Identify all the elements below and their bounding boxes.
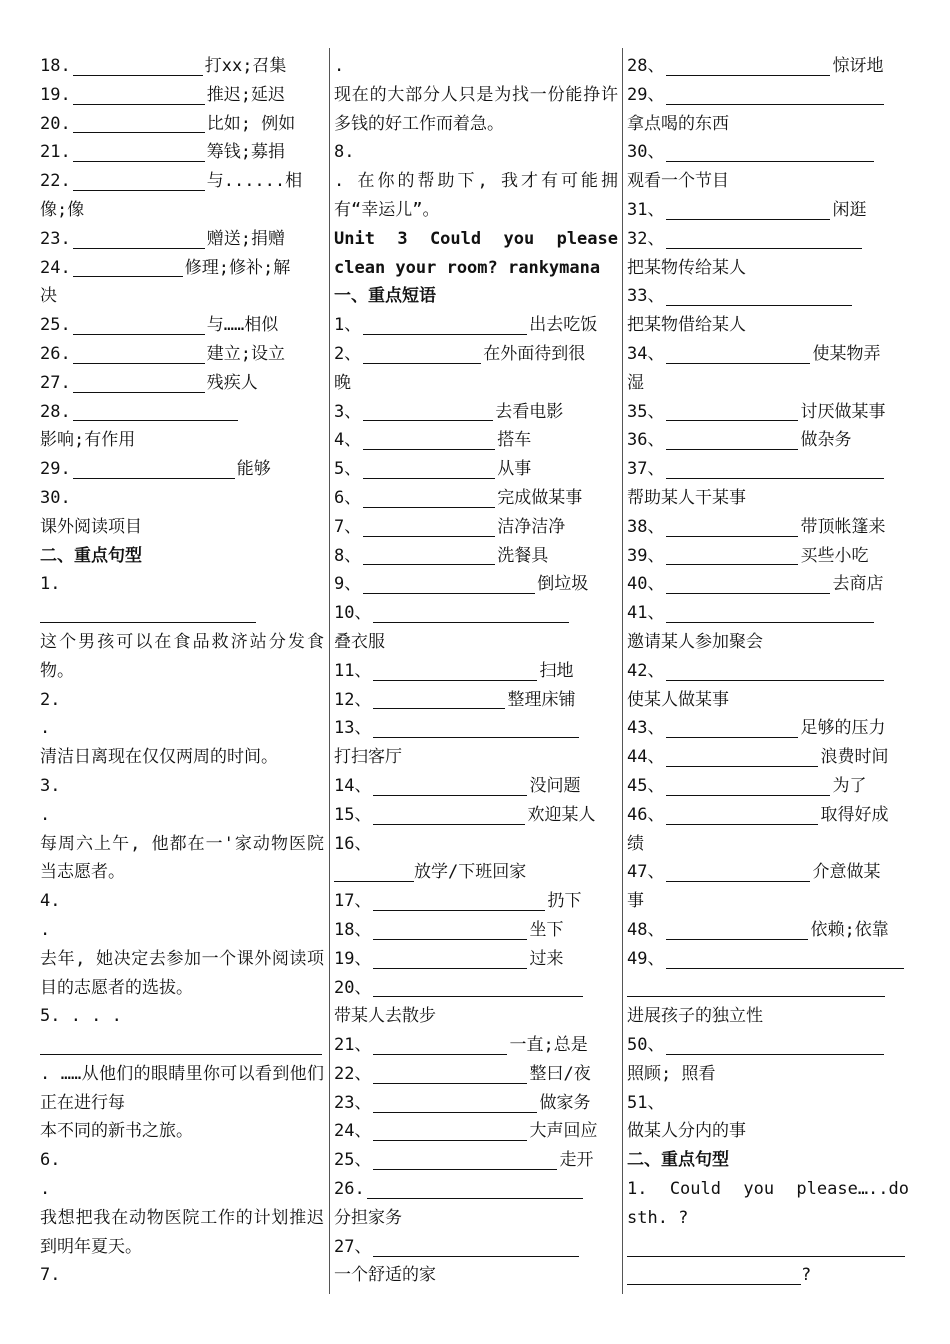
answer-blank[interactable] bbox=[373, 1094, 537, 1113]
phrase-item-4: 4、 搭车 bbox=[334, 430, 532, 451]
sentence-pattern-1: 1. Could you please…..do sth. ? bbox=[627, 1179, 909, 1228]
phrase-item-41-cont: 邀请某人参加聚会 bbox=[627, 631, 763, 652]
answer-blank[interactable] bbox=[73, 402, 238, 421]
phrase-item-2-cont: 晚 bbox=[334, 372, 351, 393]
phrase-item-51-cont: 做某人分内的事 bbox=[627, 1121, 746, 1142]
answer-blank[interactable] bbox=[73, 172, 205, 191]
phrase-item-9: 9、 倒垃圾 bbox=[334, 574, 589, 595]
vocab-item-20: 20. 比如; 例如 bbox=[40, 113, 296, 134]
answer-blank[interactable] bbox=[363, 575, 535, 594]
phrase-item-47-cont: 事 bbox=[627, 891, 644, 912]
phrase-item-50-cont: 照顾; 照看 bbox=[627, 1063, 716, 1084]
answer-blank[interactable] bbox=[363, 546, 495, 565]
answer-blank[interactable] bbox=[367, 1180, 583, 1199]
intro-dot: . bbox=[334, 56, 345, 76]
sentence-5-blank[interactable] bbox=[40, 1031, 324, 1060]
sentence-pattern-1-blank[interactable] bbox=[627, 1233, 909, 1262]
phrase-item-49-cont: 进展孩子的独立性 bbox=[627, 1006, 763, 1027]
phrase-item-20: 20、 bbox=[334, 974, 618, 1003]
phrase-item-21: 21、 一直;总是 bbox=[334, 1035, 588, 1056]
answer-blank[interactable] bbox=[363, 345, 481, 364]
phrase-item-26-cont: 分担家务 bbox=[334, 1207, 402, 1228]
phrase-item-50: 50、 bbox=[627, 1031, 909, 1060]
sentence-2-text: 清洁日离现在仅仅两周的时间。 bbox=[40, 747, 278, 768]
answer-blank[interactable] bbox=[334, 863, 414, 882]
phrase-item-41: 41、 bbox=[627, 599, 909, 628]
phrase-item-19: 19、 过来 bbox=[334, 948, 564, 969]
answer-blank[interactable] bbox=[666, 777, 830, 796]
sentence-3-number: 3. bbox=[40, 775, 61, 796]
sentence-4-dot: . bbox=[40, 919, 51, 940]
phrase-item-48: 48、 依赖;依靠 bbox=[627, 919, 889, 940]
answer-blank[interactable] bbox=[363, 316, 527, 335]
answer-blank[interactable] bbox=[363, 518, 495, 537]
phrase-item-17: 17、 扔下 bbox=[334, 891, 582, 912]
phrase-item-42: 42、 bbox=[627, 657, 909, 686]
phrase-item-22: 22、 整曰/夜 bbox=[334, 1063, 591, 1084]
answer-blank[interactable] bbox=[666, 575, 830, 594]
sentence-6-text: 我想把我在动物医院工作的计划推迟到明年夏天。 bbox=[40, 1207, 324, 1257]
phrase-item-25: 25、 走开 bbox=[334, 1150, 594, 1171]
answer-blank[interactable] bbox=[73, 86, 205, 105]
answer-blank[interactable] bbox=[666, 230, 862, 249]
sentence-7-number: 7. bbox=[40, 1265, 61, 1286]
phrase-item-33: 33、 bbox=[627, 282, 909, 311]
sentence-3-text: 每周六上午, 他都在一'家动物医院当志愿者。 bbox=[40, 833, 324, 883]
vocab-item-30: 30. bbox=[40, 487, 71, 508]
answer-blank[interactable] bbox=[373, 1065, 527, 1084]
answer-blank[interactable] bbox=[73, 345, 205, 364]
answer-blank[interactable] bbox=[666, 662, 884, 681]
answer-blank[interactable] bbox=[73, 374, 205, 393]
phrase-item-30-cont: 观看一个节目 bbox=[627, 171, 729, 192]
answer-blank[interactable] bbox=[373, 921, 527, 940]
answer-blank[interactable] bbox=[363, 431, 495, 450]
phrase-item-10-cont: 叠衣服 bbox=[334, 631, 385, 652]
phrase-item-10: 10、 bbox=[334, 599, 618, 628]
sentence-6-dot: . bbox=[40, 1179, 51, 1200]
vocab-item-18: 18. 打xx;召集 bbox=[40, 56, 287, 76]
vocab-item-24: 24. 修理;修补;解 bbox=[40, 257, 291, 278]
answer-blank[interactable] bbox=[666, 431, 798, 450]
phrase-item-20-cont: 带某人去散步 bbox=[334, 1006, 436, 1027]
phrase-item-32-cont: 把某物传给某人 bbox=[627, 257, 746, 278]
answer-blank[interactable] bbox=[666, 546, 798, 565]
phrase-item-45: 45、 为了 bbox=[627, 775, 867, 796]
vocab-item-22-cont: 像;像 bbox=[40, 199, 85, 220]
phrase-item-32: 32、 bbox=[627, 225, 909, 254]
phrase-item-37-cont: 帮助某人干某事 bbox=[627, 487, 746, 508]
answer-blank[interactable] bbox=[666, 345, 810, 364]
phrase-item-15: 15、 欢迎某人 bbox=[334, 804, 596, 825]
answer-blank[interactable] bbox=[666, 518, 798, 537]
answer-blank[interactable] bbox=[73, 57, 203, 76]
sentence-5-number: 5. . . . bbox=[40, 1006, 122, 1027]
sentence-1-blank[interactable] bbox=[40, 599, 324, 628]
sentence-4-text: 去年, 她决定去参加一个课外阅读项目的志愿者的选拔。 bbox=[40, 948, 324, 998]
phrase-item-12: 12、 整理床铺 bbox=[334, 689, 576, 710]
answer-blank[interactable] bbox=[666, 748, 818, 767]
phrase-item-37: 37、 bbox=[627, 455, 909, 484]
phrase-item-27-cont: 一个舒适的家 bbox=[334, 1265, 436, 1286]
phrase-item-13-cont: 打扫客厅 bbox=[334, 747, 402, 768]
vocab-item-26: 26. 建立;设立 bbox=[40, 343, 285, 364]
sentence-1-number: 1. bbox=[40, 574, 61, 595]
answer-blank[interactable] bbox=[363, 489, 495, 508]
answer-blank[interactable] bbox=[373, 978, 583, 997]
answer-blank[interactable] bbox=[73, 316, 205, 335]
phrase-item-23: 23、 做家务 bbox=[334, 1092, 591, 1113]
answer-blank[interactable] bbox=[666, 143, 874, 162]
answer-blank[interactable] bbox=[73, 143, 205, 162]
phrase-item-51: 51、 bbox=[627, 1092, 665, 1113]
answer-blank[interactable] bbox=[73, 258, 183, 277]
unit-title: Unit 3 Could you please clean your room? rankymana bbox=[334, 228, 618, 278]
section-heading-phrases: 一、重点短语 bbox=[334, 286, 436, 307]
phrase-item-39: 39、 买些小吃 bbox=[627, 545, 869, 566]
answer-blank[interactable] bbox=[666, 201, 830, 220]
phrase-item-29-cont: 拿点喝的东西 bbox=[627, 113, 729, 134]
phrase-item-28: 28、 惊讶地 bbox=[627, 56, 884, 76]
vocab-item-29: 29. 能够 bbox=[40, 459, 271, 480]
answer-blank[interactable] bbox=[373, 604, 569, 623]
column-1 bbox=[40, 52, 324, 1290]
sentence-pattern-1-blank2: ? bbox=[627, 1261, 909, 1290]
phrase-item-24: 24、 大声回应 bbox=[334, 1121, 598, 1142]
answer-blank[interactable] bbox=[666, 402, 798, 421]
answer-blank[interactable] bbox=[373, 950, 527, 969]
answer-blank[interactable] bbox=[373, 777, 527, 796]
intro-sentence-7: 现在的大部分人只是为找一份能挣许多钱的好工作而着急。 bbox=[334, 84, 618, 134]
phrase-item-38: 38、 带顶帐篷来 bbox=[627, 516, 886, 537]
phrase-item-46: 46、 取得好成 bbox=[627, 804, 889, 825]
phrase-item-49: 49、 bbox=[627, 945, 909, 974]
answer-blank[interactable] bbox=[666, 57, 830, 76]
sentence-5-text: . ……从他们的眼睛里你可以看到他们正在进行每 bbox=[40, 1063, 324, 1113]
phrase-item-27: 27、 bbox=[334, 1233, 618, 1262]
vocab-item-23: 23. 赠送;捐赠 bbox=[40, 228, 285, 249]
phrase-item-31: 31、 闲逛 bbox=[627, 199, 867, 220]
phrase-item-13: 13、 bbox=[334, 714, 618, 743]
sentence-6-number: 6. bbox=[40, 1150, 61, 1171]
answer-blank[interactable] bbox=[666, 921, 808, 940]
answer-blank[interactable] bbox=[73, 114, 205, 133]
phrase-item-6: 6、 完成做某事 bbox=[334, 487, 583, 508]
phrase-item-8: 8、 洗餐具 bbox=[334, 545, 549, 566]
sentence-2-number: 2. bbox=[40, 689, 61, 710]
answer-blank[interactable] bbox=[373, 662, 537, 681]
phrase-item-16-cont: 放学/下班回家 bbox=[334, 858, 618, 887]
phrase-item-36: 36、 做杂务 bbox=[627, 430, 852, 451]
answer-blank[interactable] bbox=[627, 1266, 801, 1285]
answer-blank[interactable] bbox=[373, 1151, 557, 1170]
phrase-item-46-cont: 绩 bbox=[627, 833, 644, 854]
section-heading-sentences-2: 二、重点句型 bbox=[627, 1150, 729, 1171]
phrase-item-49-blank2[interactable] bbox=[627, 974, 909, 1003]
sentence-1-text: 这个男孩可以在食品救济站分发食物。 bbox=[40, 631, 324, 681]
phrase-item-40: 40、 去商店 bbox=[627, 574, 884, 595]
answer-blank[interactable] bbox=[363, 460, 495, 479]
vocab-item-28: 28. bbox=[40, 398, 324, 427]
answer-blank[interactable] bbox=[373, 690, 505, 709]
vocab-item-25: 25. 与……相似 bbox=[40, 315, 279, 336]
answer-blank[interactable] bbox=[666, 1036, 884, 1055]
column-3 bbox=[627, 52, 909, 1290]
answer-blank[interactable] bbox=[73, 460, 235, 479]
phrase-item-35: 35、 讨厌做某事 bbox=[627, 401, 886, 422]
answer-blank[interactable] bbox=[666, 460, 884, 479]
phrase-item-47: 47、 介意做某 bbox=[627, 862, 881, 883]
answer-blank[interactable] bbox=[373, 1238, 579, 1257]
phrase-item-5: 5、 从事 bbox=[334, 459, 532, 480]
answer-blank[interactable] bbox=[373, 806, 525, 825]
sentence-2-dot: . bbox=[40, 718, 51, 739]
vocab-item-24-cont: 决 bbox=[40, 286, 57, 307]
intro-number-8: 8. bbox=[334, 142, 355, 163]
phrase-item-30: 30、 bbox=[627, 138, 909, 167]
phrase-item-43: 43、 足够的压力 bbox=[627, 718, 886, 739]
phrase-item-14: 14、 没问题 bbox=[334, 775, 581, 796]
answer-blank[interactable] bbox=[666, 287, 852, 306]
vocab-item-28-cont: 影响;有作用 bbox=[40, 430, 136, 451]
answer-blank[interactable] bbox=[666, 719, 798, 738]
phrase-item-33-cont: 把某物借给某人 bbox=[627, 315, 746, 336]
answer-blank[interactable] bbox=[666, 604, 874, 623]
phrase-item-11: 11、 扫地 bbox=[334, 660, 574, 681]
sentence-4-number: 4. bbox=[40, 891, 61, 912]
vocab-item-19: 19. 推迟;延迟 bbox=[40, 84, 285, 105]
answer-blank[interactable] bbox=[666, 950, 904, 969]
phrase-item-18: 18、 坐下 bbox=[334, 919, 564, 940]
phrase-item-26: 26. bbox=[334, 1175, 618, 1204]
vocab-item-21: 21. 筹钱;募捐 bbox=[40, 142, 285, 163]
phrase-item-44: 44、 浪费时间 bbox=[627, 747, 889, 768]
answer-blank[interactable] bbox=[373, 719, 579, 738]
column-divider-left bbox=[329, 48, 330, 1294]
answer-blank[interactable] bbox=[73, 230, 205, 249]
phrase-item-34-cont: 湿 bbox=[627, 372, 644, 393]
vocab-item-30-cont: 课外阅读项目 bbox=[40, 516, 142, 537]
phrase-item-2: 2、 在外面待到很 bbox=[334, 343, 586, 364]
sentence-3-dot: . bbox=[40, 804, 51, 825]
phrase-item-1: 1、 出去吃饭 bbox=[334, 315, 598, 336]
intro-sentence-8: . 在你的帮助下, 我才有可能拥有“幸运儿”。 bbox=[334, 171, 618, 220]
sentence-5-text-cont: 本不同的新书之旅。 bbox=[40, 1121, 193, 1142]
answer-blank[interactable] bbox=[373, 1122, 527, 1141]
phrase-item-3: 3、 去看电影 bbox=[334, 401, 564, 422]
answer-blank[interactable] bbox=[373, 892, 545, 911]
column-2 bbox=[334, 52, 618, 1290]
column-divider-right bbox=[622, 48, 623, 1294]
answer-blank[interactable] bbox=[666, 86, 884, 105]
vocab-item-27: 27. 残疾人 bbox=[40, 372, 258, 393]
phrase-item-29: 29、 bbox=[627, 81, 909, 110]
section-heading-sentences: 二、重点句型 bbox=[40, 545, 142, 566]
phrase-item-42-cont: 使某人做某事 bbox=[627, 689, 729, 710]
answer-blank[interactable] bbox=[363, 402, 493, 421]
answer-blank[interactable] bbox=[373, 1036, 507, 1055]
vocab-item-22: 22. 与......相 bbox=[40, 171, 303, 192]
answer-blank[interactable] bbox=[666, 806, 818, 825]
phrase-item-7: 7、 洁净洁净 bbox=[334, 516, 566, 537]
phrase-item-34: 34、 使某物弄 bbox=[627, 343, 881, 364]
phrase-item-16: 16、 bbox=[334, 833, 372, 854]
answer-blank[interactable] bbox=[666, 863, 810, 882]
